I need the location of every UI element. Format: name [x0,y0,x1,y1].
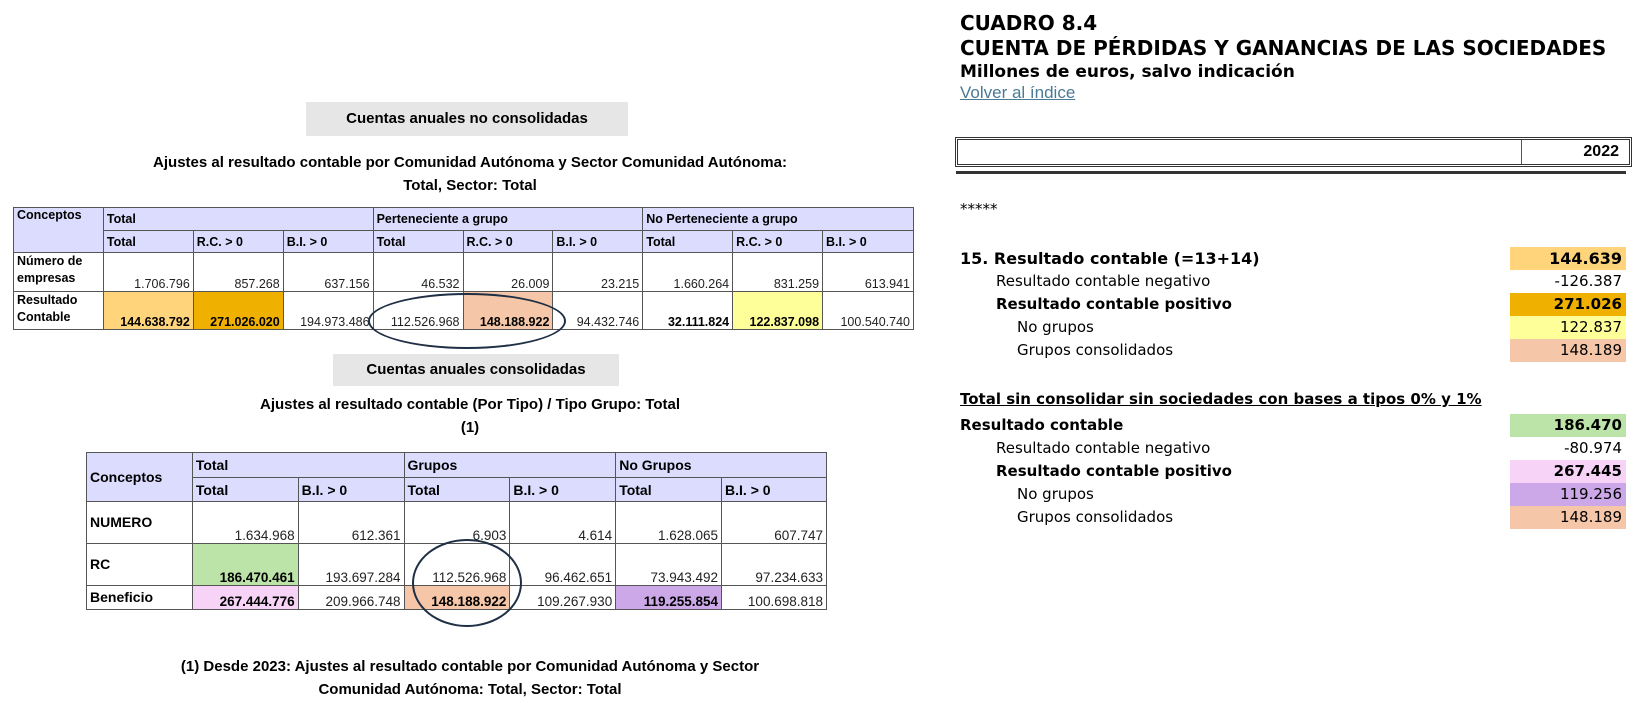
divider [956,171,1626,174]
sub-header: B.I. > 0 [283,231,373,253]
sub-header: Total [404,478,510,502]
back-to-index-link[interactable]: Volver al índice [960,83,1076,102]
year-cell: 2022 [1521,140,1629,164]
cell: 209.966.748 [298,586,404,610]
sub-header: B.I. > 0 [553,231,643,253]
cell: 112.526.968 [373,292,463,330]
cell: 23.215 [553,253,643,292]
consol-banner: Cuentas anuales consolidadas [333,354,619,386]
sub-header: Total [643,231,733,253]
corner-header: Conceptos [14,208,104,253]
item-label: Resultado contable negativo [996,272,1211,290]
cell: 831.259 [733,253,823,292]
sub-header: Total [616,478,722,502]
cell-highlight: 186.470.461 [192,544,298,586]
cell: 26.009 [463,253,553,292]
consol-subtitle [60,393,880,439]
cuenta-title: CUENTA DE PÉRDIDAS Y GANANCIAS DE LAS SOCIEDADES [960,36,1607,60]
sub-header: B.I. > 0 [823,231,914,253]
item-label: Grupos consolidados [1017,341,1174,359]
item-label: Resultado contable positivo [996,295,1232,313]
stars: ***** [960,200,998,218]
cell: 193.697.284 [298,544,404,586]
sub-header: R.C. > 0 [193,231,283,253]
row-label: Beneficio [87,586,193,610]
cell: 194.973.486 [283,292,373,330]
list-item [960,483,1626,506]
cell: 1.634.968 [192,502,298,544]
group-header: No Grupos [616,453,827,478]
list-item [960,270,1626,293]
footnote-line2: Comunidad Autónoma: Total, Sector: Total [318,681,622,698]
footnote [60,655,880,701]
cell: 73.943.492 [616,544,722,586]
item-value: -126.387 [1554,272,1622,290]
item-value: 267.445 [1510,460,1626,483]
consol-subtitle-line2: (1) [460,419,480,436]
list-item [960,460,1626,483]
item-value: 271.026 [1510,293,1626,316]
group-header: Perteneciente a grupo [373,208,643,231]
table-row [14,292,914,330]
item-label: Resultado contable negativo [996,439,1211,457]
row-label-line: Contable [17,310,71,324]
item-label: 15. Resultado contable (=13+14) [960,249,1260,268]
cell: 607.747 [722,502,827,544]
sub-header: Total [103,231,193,253]
cell-highlight: 119.255.854 [616,586,722,610]
item-value: 148.189 [1510,506,1626,529]
section2-heading: Total sin consolidar sin sociedades con bases a tipos 0% y 1% [960,390,1482,408]
noconsol-table [13,207,914,330]
year-header [955,137,1632,167]
list-item [960,437,1626,460]
row-label [14,292,104,330]
sub-header: B.I. > 0 [722,478,827,502]
consol-table [86,452,827,610]
item-value: 119.256 [1510,483,1626,506]
consol-subtitle-line1: Ajustes al resultado contable (Por Tipo) / Tipo Grupo: Total [259,396,681,413]
cell: 97.234.633 [722,544,827,586]
list-item [960,339,1626,362]
cell: 637.156 [283,253,373,292]
cell: 32.111.824 [643,292,733,330]
corner-header: Conceptos [87,453,193,502]
item-label: No grupos [1017,318,1094,336]
sub-header: R.C. > 0 [733,231,823,253]
item-value: 122.837 [1510,316,1626,339]
cell: 46.532 [373,253,463,292]
row-label-line: empresas [17,271,76,285]
cell-highlight: 148.188.922 [404,586,510,610]
sub-header: B.I. > 0 [298,478,404,502]
cell: 112.526.968 [404,544,510,586]
footnote-line1: (1) Desde 2023: Ajustes al resultado contable por Comunidad Autónoma y Sector [180,658,760,675]
cell: 1.660.264 [643,253,733,292]
cell-highlight: 144.638.792 [103,292,193,330]
group-header: Total [192,453,404,478]
cell: 4.614 [510,502,616,544]
sub-header: Total [192,478,298,502]
row-label-line: Número de [17,254,83,268]
list-item [960,506,1626,529]
cell: 6.903 [404,502,510,544]
item-label: Resultado contable [960,416,1124,434]
cell: 1.628.065 [616,502,722,544]
item-value: 144.639 [1510,247,1626,270]
cell: 1.706.796 [103,253,193,292]
noconsol-banner: Cuentas anuales no consolidadas [306,102,628,136]
table-row [87,586,827,610]
row-label [14,253,104,292]
units-subtitle: Millones de euros, salvo indicación [960,62,1295,82]
cell: 613.941 [823,253,914,292]
list-item [960,414,1626,437]
sub-header: Total [373,231,463,253]
table-row [14,253,914,292]
group-header: Grupos [404,453,616,478]
list-item [960,316,1626,339]
cell: 109.267.930 [510,586,616,610]
row-label: RC [87,544,193,586]
sub-header: R.C. > 0 [463,231,553,253]
cell-highlight: 148.188.922 [463,292,553,330]
item-value: -80.974 [1564,439,1622,457]
cell-highlight: 267.444.776 [192,586,298,610]
table-row [87,544,827,586]
group-header: No Perteneciente a grupo [643,208,914,231]
item-value: 186.470 [1510,414,1626,437]
sub-header: B.I. > 0 [510,478,616,502]
noconsol-subtitle [60,151,880,197]
noconsol-subtitle-line2: Total, Sector: Total [403,177,537,194]
noconsol-subtitle-line1: Ajustes al resultado contable por Comunidad Autónoma y Sector Comunidad Autónoma: [153,154,787,171]
cell: 612.361 [298,502,404,544]
cuadro-title: CUADRO 8.4 [960,11,1098,35]
cell: 100.540.740 [823,292,914,330]
row-label: NUMERO [87,502,193,544]
group-header: Total [103,208,373,231]
list-item [960,293,1626,316]
item-label: Grupos consolidados [1017,508,1174,526]
cell-highlight: 271.026.020 [193,292,283,330]
cell-highlight: 122.837.098 [733,292,823,330]
cell: 857.268 [193,253,283,292]
item-value: 148.189 [1510,339,1626,362]
right-header [960,11,1642,103]
item-label: Resultado contable positivo [996,462,1232,480]
row-label-line: Resultado [17,293,78,307]
table-row [87,502,827,544]
item-label: No grupos [1017,485,1094,503]
cell: 96.462.651 [510,544,616,586]
cell: 94.432.746 [553,292,643,330]
list-item [960,247,1626,270]
cell: 100.698.818 [722,586,827,610]
